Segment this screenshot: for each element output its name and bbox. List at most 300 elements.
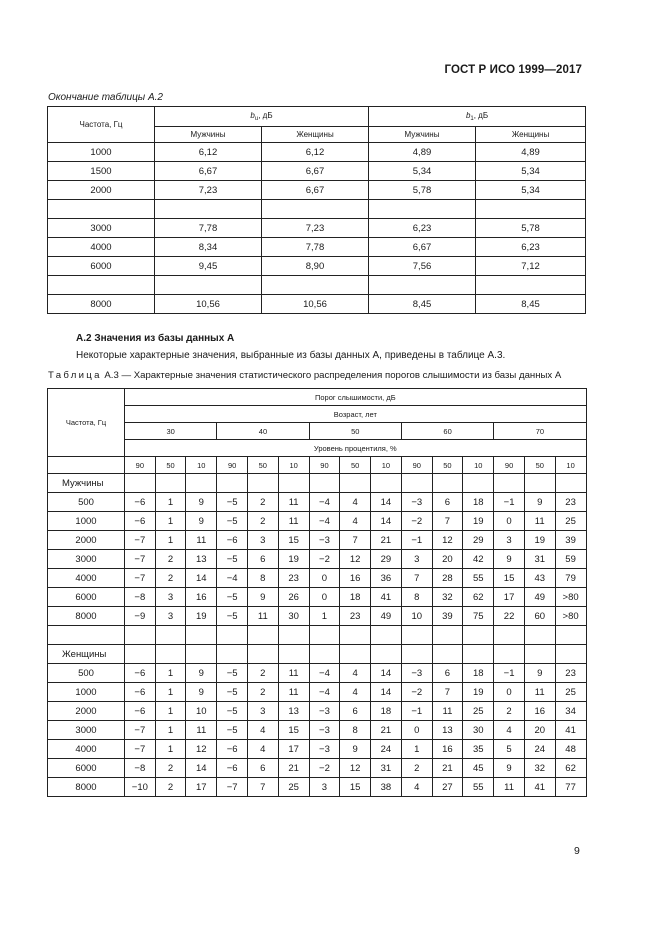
empty-cell [432,474,463,493]
value-cell: 6,12 [155,143,262,162]
value-cell: 10 [401,607,432,626]
value-cell: 3 [155,588,186,607]
value-cell: 6 [247,550,278,569]
value-cell: 7,56 [369,257,476,276]
value-cell: 1 [155,702,186,721]
value-cell: 1 [309,607,340,626]
value-cell: −6 [125,664,156,683]
frequency-cell: 1000 [48,143,155,162]
value-cell: 23 [555,493,586,512]
value-cell: 4 [247,740,278,759]
empty-cell [262,200,369,219]
value-cell: 15 [340,778,371,797]
value-cell: −8 [125,759,156,778]
value-cell: 1 [155,493,186,512]
value-cell: 0 [494,683,525,702]
value-cell: 1 [155,664,186,683]
frequency-cell: 500 [48,664,125,683]
value-cell: 14 [370,683,401,702]
value-cell: 32 [432,588,463,607]
value-cell: 0 [309,569,340,588]
col-men: Мужчины [155,127,262,143]
frequency-cell: 8000 [48,607,125,626]
value-cell: 6,23 [476,238,586,257]
value-cell: −9 [125,607,156,626]
value-cell: 7,23 [155,181,262,200]
empty-cell [48,200,155,219]
value-cell: 11 [278,664,309,683]
value-cell: 6,67 [262,162,369,181]
value-cell: −5 [217,721,248,740]
value-cell: 18 [463,664,494,683]
value-cell: 5 [494,740,525,759]
unit-db: , дБ [258,111,273,120]
value-cell: 10,56 [155,295,262,314]
value-cell: −6 [125,683,156,702]
value-cell: −5 [217,683,248,702]
value-cell: 7 [401,569,432,588]
value-cell: 6,12 [262,143,369,162]
empty-cell [369,276,476,295]
value-cell: −3 [309,721,340,740]
section-title: А.2 Значения из базы данных А [76,333,235,344]
value-cell: 29 [463,531,494,550]
empty-cell [340,474,371,493]
value-cell: 43 [524,569,555,588]
empty-cell [401,626,432,645]
value-cell: −3 [309,702,340,721]
value-cell: 25 [463,702,494,721]
value-cell: 2 [155,778,186,797]
empty-cell [247,645,278,664]
value-cell: −1 [494,664,525,683]
value-cell: 4 [247,721,278,740]
value-cell: 22 [494,607,525,626]
empty-cell [125,626,156,645]
percentile-cell: 90 [494,457,525,474]
value-cell: 9 [340,740,371,759]
value-cell: 36 [370,569,401,588]
value-cell: 62 [463,588,494,607]
value-cell: 77 [555,778,586,797]
value-cell: 9 [186,664,217,683]
value-cell: 6 [340,702,371,721]
value-cell: 10 [186,702,217,721]
value-cell: 13 [186,550,217,569]
empty-cell [155,645,186,664]
value-cell: −2 [401,512,432,531]
frequency-cell: 6000 [48,257,155,276]
value-cell: 45 [463,759,494,778]
value-cell: 11 [278,683,309,702]
value-cell: −8 [125,588,156,607]
empty-cell [524,645,555,664]
value-cell: 14 [186,569,217,588]
value-cell: 31 [370,759,401,778]
value-cell: 4 [340,512,371,531]
value-cell: 31 [524,550,555,569]
value-cell: −4 [309,493,340,512]
empty-cell [463,626,494,645]
value-cell: 9 [186,493,217,512]
value-cell: −7 [125,740,156,759]
value-cell: 8,45 [476,295,586,314]
empty-cell [476,276,586,295]
value-cell: 11 [186,531,217,550]
percentile-cell: 90 [217,457,248,474]
empty-cell [217,626,248,645]
value-cell: 2 [155,569,186,588]
value-cell: −7 [217,778,248,797]
value-cell: −6 [125,493,156,512]
frequency-cell: 3000 [48,550,125,569]
value-cell: 13 [432,721,463,740]
table-row [48,740,587,759]
table-row [48,588,587,607]
empty-cell [370,645,401,664]
frequency-cell: 2000 [48,531,125,550]
frequency-cell: 6000 [48,588,125,607]
value-cell: 11 [432,702,463,721]
empty-cell [186,645,217,664]
value-cell: −5 [217,588,248,607]
frequency-cell: 8000 [48,295,155,314]
value-cell: −5 [217,607,248,626]
value-cell: −6 [125,702,156,721]
group-row [48,474,587,493]
frequency-cell: 1000 [48,683,125,702]
empty-cell [155,474,186,493]
frequency-cell: 500 [48,493,125,512]
empty-cell [155,626,186,645]
value-cell: 17 [494,588,525,607]
empty-cell [125,474,156,493]
value-cell: 9 [494,550,525,569]
empty-cell [278,474,309,493]
empty-cell [48,276,155,295]
value-cell: 75 [463,607,494,626]
frequency-cell: 2000 [48,181,155,200]
value-cell: −10 [125,778,156,797]
value-cell: −4 [309,683,340,702]
value-cell: −1 [494,493,525,512]
value-cell: 39 [555,531,586,550]
table-a3-caption [48,370,561,381]
percentile-cell: 90 [125,457,156,474]
value-cell: 2 [247,683,278,702]
value-cell: 5,34 [476,162,586,181]
value-cell: 23 [278,569,309,588]
value-cell: 9,45 [155,257,262,276]
value-cell: 29 [370,550,401,569]
value-cell: 2 [247,512,278,531]
blank-row [48,276,586,295]
value-cell: 60 [524,607,555,626]
table-row [48,759,587,778]
value-cell: 7 [340,531,371,550]
value-cell: 6,67 [369,238,476,257]
value-cell: 9 [186,512,217,531]
percentile-cell: 10 [555,457,586,474]
value-cell: 3 [247,702,278,721]
empty-cell [48,457,125,474]
table-row [48,531,587,550]
value-cell: 6,67 [155,162,262,181]
value-cell: 7 [432,512,463,531]
value-cell: 0 [309,588,340,607]
value-cell: 2 [155,759,186,778]
age-cell: 60 [401,423,493,440]
value-cell: −5 [217,664,248,683]
table-a2-caption: Окончание таблицы А.2 [48,92,163,103]
value-cell: 15 [278,531,309,550]
table-row [48,607,587,626]
page-number: 9 [574,845,580,857]
percentile-cell: 50 [155,457,186,474]
age-cell: 40 [217,423,309,440]
table-a2 [47,106,586,314]
percentile-cell: 10 [463,457,494,474]
value-cell: 11 [278,493,309,512]
value-cell: 6 [432,664,463,683]
frequency-cell: 4000 [48,569,125,588]
col-women: Женщины [476,127,586,143]
frequency-cell: 1000 [48,512,125,531]
empty-cell [370,626,401,645]
empty-cell [125,645,156,664]
value-cell: 30 [278,607,309,626]
value-cell: 19 [463,512,494,531]
value-cell: 11 [524,512,555,531]
empty-cell [432,626,463,645]
empty-cell [217,645,248,664]
empty-cell [309,474,340,493]
value-cell: −2 [401,683,432,702]
unit-db: , дБ [473,111,489,120]
table-row [48,295,586,314]
value-cell: 20 [432,550,463,569]
value-cell: 8 [247,569,278,588]
value-cell: 41 [370,588,401,607]
value-cell: −1 [401,702,432,721]
table-row [48,143,586,162]
value-cell: 16 [340,569,371,588]
value-cell: −4 [217,569,248,588]
table-row [48,181,586,200]
value-cell: 14 [370,493,401,512]
value-cell: 8 [401,588,432,607]
value-cell: 2 [401,759,432,778]
percentile-cell: 50 [340,457,371,474]
value-cell: 20 [524,721,555,740]
empty-cell [186,626,217,645]
empty-cell [340,645,371,664]
value-cell: −5 [217,702,248,721]
table-row [48,238,586,257]
frequency-cell: 6000 [48,759,125,778]
value-cell: 21 [278,759,309,778]
frequency-cell: 4000 [48,740,125,759]
value-cell: 4 [340,664,371,683]
value-cell: 39 [432,607,463,626]
value-cell: 35 [463,740,494,759]
value-cell: 24 [370,740,401,759]
frequency-cell: 8000 [48,778,125,797]
value-cell: 25 [555,683,586,702]
empty-cell [309,626,340,645]
value-cell: −7 [125,569,156,588]
empty-cell [247,474,278,493]
empty-cell [524,626,555,645]
value-cell: 41 [555,721,586,740]
value-cell: 28 [432,569,463,588]
value-cell: 5,34 [369,162,476,181]
table-row [48,257,586,276]
value-cell: 15 [278,721,309,740]
value-cell: 7,23 [262,219,369,238]
subscript-u: u [254,116,259,122]
value-cell: 11 [494,778,525,797]
value-cell: 49 [370,607,401,626]
value-cell: 4 [340,493,371,512]
empty-cell [524,474,555,493]
table-row [48,219,586,238]
col-group-b1 [369,107,586,127]
group-label: Женщины [48,645,125,664]
value-cell: 25 [555,512,586,531]
value-cell: 9 [494,759,525,778]
frequency-cell: 3000 [48,219,155,238]
caption-word: Таблица [48,370,102,381]
value-cell: 4 [401,778,432,797]
value-cell: 34 [555,702,586,721]
value-cell: 7,12 [476,257,586,276]
value-cell: 3 [155,607,186,626]
table-row [48,721,587,740]
empty-cell [186,474,217,493]
value-cell: 8 [340,721,371,740]
value-cell: 3 [494,531,525,550]
value-cell: −1 [401,531,432,550]
value-cell: 25 [278,778,309,797]
value-cell: 16 [432,740,463,759]
empty-cell [278,645,309,664]
table-row [48,778,587,797]
value-cell: 2 [494,702,525,721]
value-cell: −6 [125,512,156,531]
value-cell: >80 [555,588,586,607]
empty-cell [555,626,586,645]
value-cell: 17 [278,740,309,759]
value-cell: 16 [524,702,555,721]
percentile-cell: 50 [432,457,463,474]
blank-row [48,200,586,219]
value-cell: 5,34 [476,181,586,200]
age-cell: 50 [309,423,401,440]
col-women: Женщины [262,127,369,143]
value-cell: 6,23 [369,219,476,238]
percentile-cell: 90 [309,457,340,474]
empty-cell [309,645,340,664]
value-cell: 59 [555,550,586,569]
value-cell: 4,89 [476,143,586,162]
value-cell: 24 [524,740,555,759]
value-cell: −6 [217,759,248,778]
table-row [48,512,587,531]
value-cell: 3 [309,778,340,797]
value-cell: 3 [401,550,432,569]
value-cell: 7,78 [155,219,262,238]
col-frequency: Частота, Гц [48,107,155,143]
value-cell: 4,89 [369,143,476,162]
empty-cell [476,200,586,219]
value-cell: 11 [247,607,278,626]
value-cell: 18 [370,702,401,721]
value-cell: 18 [463,493,494,512]
value-cell: 8,90 [262,257,369,276]
value-cell: −6 [217,740,248,759]
value-cell: 38 [370,778,401,797]
value-cell: −3 [401,664,432,683]
value-cell: −2 [309,759,340,778]
table-row [48,550,587,569]
empty-cell [155,276,262,295]
value-cell: 2 [155,550,186,569]
empty-cell [401,645,432,664]
frequency-cell: 2000 [48,702,125,721]
empty-cell [278,626,309,645]
empty-cell [262,276,369,295]
value-cell: 7,78 [262,238,369,257]
header-threshold: Порог слышимости, дБ [125,389,587,406]
table-row [48,569,587,588]
value-cell: 79 [555,569,586,588]
value-cell: 26 [278,588,309,607]
value-cell: 9 [524,493,555,512]
value-cell: 19 [524,531,555,550]
table-row [48,683,587,702]
value-cell: 55 [463,569,494,588]
value-cell: 11 [278,512,309,531]
value-cell: −5 [217,493,248,512]
header-age: Возраст, лет [125,406,587,423]
empty-cell [369,200,476,219]
value-cell: 5,78 [476,219,586,238]
value-cell: −5 [217,512,248,531]
empty-cell [463,474,494,493]
caption-rest: А.3 — Характерные значения статистического распределения порогов слышимости из базы данных А [104,370,562,381]
value-cell: 14 [186,759,217,778]
value-cell: 62 [555,759,586,778]
col-men: Мужчины [369,127,476,143]
age-cell: 30 [125,423,217,440]
empty-cell [494,645,525,664]
value-cell: 21 [370,721,401,740]
frequency-cell: 3000 [48,721,125,740]
value-cell: 19 [463,683,494,702]
value-cell: 1 [155,683,186,702]
value-cell: 1 [155,512,186,531]
value-cell: −3 [309,740,340,759]
value-cell: −3 [401,493,432,512]
empty-cell [432,645,463,664]
value-cell: 48 [555,740,586,759]
value-cell: 55 [463,778,494,797]
value-cell: 9 [247,588,278,607]
subscript-1: 1 [470,116,474,122]
value-cell: 32 [524,759,555,778]
value-cell: 12 [186,740,217,759]
